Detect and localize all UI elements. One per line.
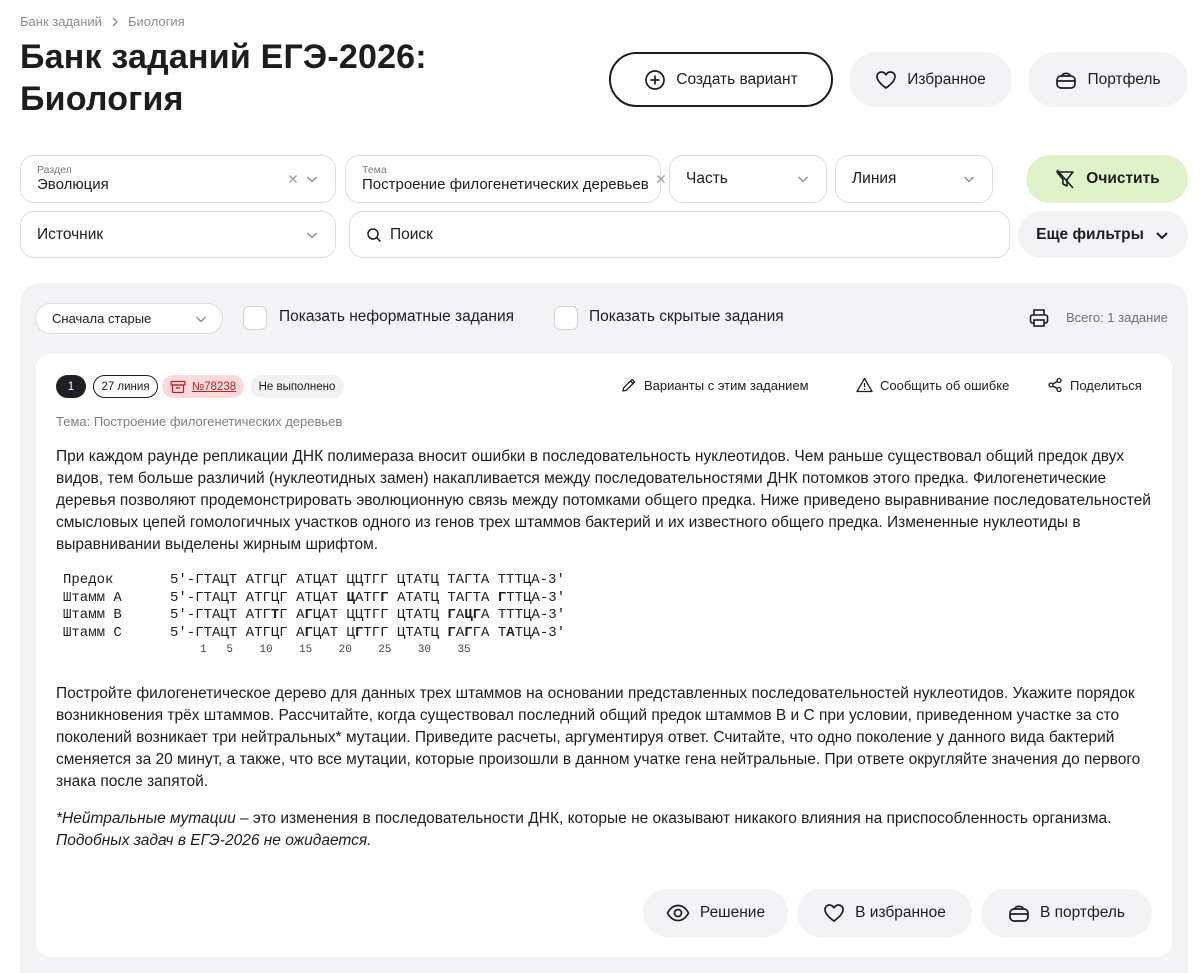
alignment-row-name: Штамм С — [63, 624, 122, 641]
topic-select-value: Построение филогенетических деревьев — [362, 176, 649, 193]
alignment-figure — [58, 572, 620, 668]
section-select[interactable] — [20, 155, 336, 203]
alignment-row — [58, 590, 565, 608]
more-filters-label: Еще фильтры — [1036, 225, 1144, 243]
alignment-row-name: Штамм А — [63, 589, 122, 606]
sort-select-value: Сначала старые — [52, 311, 152, 326]
report-error-link[interactable] — [856, 377, 1009, 393]
total-count: Всего: 1 задание — [1066, 310, 1168, 325]
section-select-value: Эволюция — [37, 176, 109, 193]
changed-nucleotide: Г — [497, 589, 507, 606]
changed-nucleotide: Г — [380, 589, 389, 606]
alignment-positions-row — [58, 642, 565, 660]
solution-button[interactable] — [643, 889, 788, 937]
task-line-badge: 27 линия — [93, 375, 158, 398]
changed-nucleotide: Г — [354, 624, 364, 641]
source-select-label: Источник — [37, 225, 104, 243]
portfolio-button[interactable] — [1028, 52, 1188, 107]
alignment-row-name: Предок — [63, 572, 114, 588]
changed-nucleotide: Г — [304, 624, 313, 641]
alignment-row — [58, 572, 565, 590]
breadcrumb-root[interactable]: Банк заданий — [20, 14, 102, 29]
clear-filters-label: Очистить — [1086, 170, 1160, 187]
changed-nucleotide: Г — [464, 624, 473, 641]
report-error-label: Сообщить об ошибке — [880, 377, 1010, 393]
task-status-badge: Не выполнено — [250, 375, 344, 398]
close-icon[interactable] — [287, 173, 299, 185]
alignment-row-seq-bold: 5′-ГТАЦТ АТГЦГ АТЦАТ ЦАТГГ АТАТЦ ТАГТА ГТТЦА-3′ — [170, 589, 566, 606]
alignment-row-seq-bold: 5′-ГТАЦТ АТГТГ АГЦАТ ЦЦТГГ ЦТАТЦ ГАЦГА ТТТЦА-3′ — [170, 607, 566, 623]
part-select-label: Часть — [686, 170, 728, 187]
task-intro-text: При каждом раунде репликации ДНК полимераза вносит ошибки в последовательность нуклеотидов. Чем раньше существовал общий предок двух видов, тем больше различий (нуклеотидных замен) накапливается между последовательностями ДНК потомков этого предка. Филогенетические деревья позволяют продемонстрировать эволюционную связь между потомками общего предка. Ниже приведено выравнивание последовательностей смысловых цепей гомологичных участков одного из генов трех штаммов бактерий и их известного общего предка. Измененные нуклеотиды в выравнивании выделены жирным шрифтом. — [56, 448, 1151, 553]
breadcrumb — [20, 14, 185, 29]
changed-nucleotide: А — [506, 624, 515, 641]
chevron-down-icon — [194, 312, 208, 326]
create-variant-button[interactable] — [609, 52, 833, 107]
clear-filters-button[interactable] — [1026, 155, 1188, 203]
task-note — [56, 808, 1152, 852]
task-id-badge[interactable] — [162, 375, 244, 398]
archive-icon — [170, 380, 186, 394]
add-to-portfolio-label: В портфель — [1039, 904, 1125, 921]
share-icon — [1047, 377, 1063, 393]
page-title: Банк заданий ЕГЭ-2026: Биология — [20, 38, 427, 118]
show-nonformat-checkbox[interactable] — [243, 306, 267, 330]
changed-nucleotide: Г — [447, 607, 456, 623]
chevron-down-icon — [305, 228, 319, 242]
share-link[interactable] — [1047, 377, 1142, 393]
alignment-row-seq-bold: 5′-ГТАЦТ АТГЦГ АГЦАТ ЦГТГГ ЦТАТЦ ГАГГА ТАТЦА-3′ — [170, 624, 566, 641]
alignment-row — [58, 607, 565, 625]
breadcrumb-current: Биология — [127, 14, 185, 29]
variants-with-task-label: Варианты с этим заданием — [644, 377, 809, 393]
sort-select[interactable] — [35, 303, 223, 334]
changed-nucleotide: Т — [270, 607, 280, 623]
alignment-row — [58, 625, 565, 643]
warning-icon — [856, 377, 873, 393]
line-select-label: Линия — [852, 170, 897, 187]
eye-icon — [666, 904, 690, 922]
favorites-label: Избранное — [907, 70, 986, 88]
task-topic: Тема: Построение филогенетических деревьев — [56, 414, 343, 429]
source-select[interactable] — [20, 211, 336, 258]
show-nonformat-label[interactable]: Показать неформатные задания — [279, 308, 515, 325]
chevron-down-icon — [305, 172, 319, 186]
more-filters-button[interactable] — [1018, 211, 1188, 258]
changed-nucleotide: Г — [472, 607, 482, 623]
task-question-text: Постройте филогенетическое дерево для данных трех штаммов на основании представленных последовательностей нуклеотидов. Укажите порядок возникновения трёх штаммов. Рассчитайте, когда существовал последний общий предок штаммов В и С при условии, приведенном участке за сто поколений возникает три нейтральных* мутации. Приведите расчеты, аргументируя ответ. Считайте, что одно поколение у данного вида бактерий сменяется за 20 минут, а также, что все мутации, которые произошли в данном учатке гена нейтральные. При ответе округляйте значения до первого знака после запятой. — [56, 685, 1141, 790]
create-variant-label: Создать вариант — [676, 70, 798, 88]
changed-nucleotide: Ц — [464, 607, 473, 623]
heart-icon — [875, 70, 897, 90]
add-to-favorites-button[interactable] — [797, 889, 972, 937]
alignment-row-seq: 5′-ГТАЦТ АТГЦГ АТЦАТ ЦЦТГГ ЦТАТЦ ТАГТА ТТТЦА-3′ — [170, 572, 565, 588]
variants-with-task-link[interactable] — [621, 377, 809, 393]
favorites-button[interactable] — [849, 52, 1012, 107]
changed-nucleotide: Ц — [346, 589, 355, 606]
heart-icon — [823, 903, 845, 923]
topic-select-label: Тема — [362, 164, 387, 176]
show-hidden-checkbox[interactable] — [554, 306, 578, 330]
share-label: Поделиться — [1070, 377, 1142, 393]
changed-nucleotide: Г — [447, 624, 456, 641]
chevron-down-icon — [962, 172, 976, 186]
chevron-down-icon — [1154, 227, 1170, 243]
briefcase-icon — [1008, 902, 1030, 924]
search-icon — [366, 227, 382, 243]
portfolio-label: Портфель — [1087, 70, 1161, 88]
topic-select[interactable] — [345, 155, 661, 203]
add-to-portfolio-button[interactable] — [981, 889, 1152, 937]
filter-off-icon — [1054, 168, 1076, 190]
note-exam: Подобных задач в ЕГЭ-2026 не ожидается. — [56, 832, 372, 849]
pencil-icon — [621, 377, 637, 393]
chevron-right-icon — [110, 17, 120, 27]
alignment-positions: 1 5 10 15 20 25 30 35 — [200, 644, 471, 656]
line-select[interactable] — [835, 155, 993, 203]
note-term: *Нейтральные мутации — [56, 810, 236, 827]
alignment-row-name: Штамм В — [63, 607, 122, 623]
solution-label: Решение — [699, 904, 766, 921]
printer-icon[interactable] — [1028, 307, 1050, 329]
section-select-label: Раздел — [37, 164, 72, 176]
task-number-badge: 1 — [56, 375, 86, 398]
changed-nucleotide: Г — [304, 607, 313, 623]
briefcase-icon — [1055, 69, 1077, 91]
search-placeholder: Поиск — [390, 225, 433, 243]
add-to-favorites-label: В избранное — [855, 904, 946, 921]
search-input[interactable] — [349, 211, 1010, 258]
plus-circle-icon — [644, 69, 666, 91]
task-id-label: №78238 — [191, 380, 237, 393]
show-hidden-label[interactable]: Показать скрытые задания — [589, 308, 784, 325]
close-icon[interactable] — [655, 173, 667, 185]
chevron-down-icon — [796, 172, 810, 186]
note-definition: – это изменения в последовательности ДНК, которые не оказывают никакого влияния на приспособленность организма. — [235, 810, 1112, 827]
part-select[interactable] — [669, 155, 827, 203]
